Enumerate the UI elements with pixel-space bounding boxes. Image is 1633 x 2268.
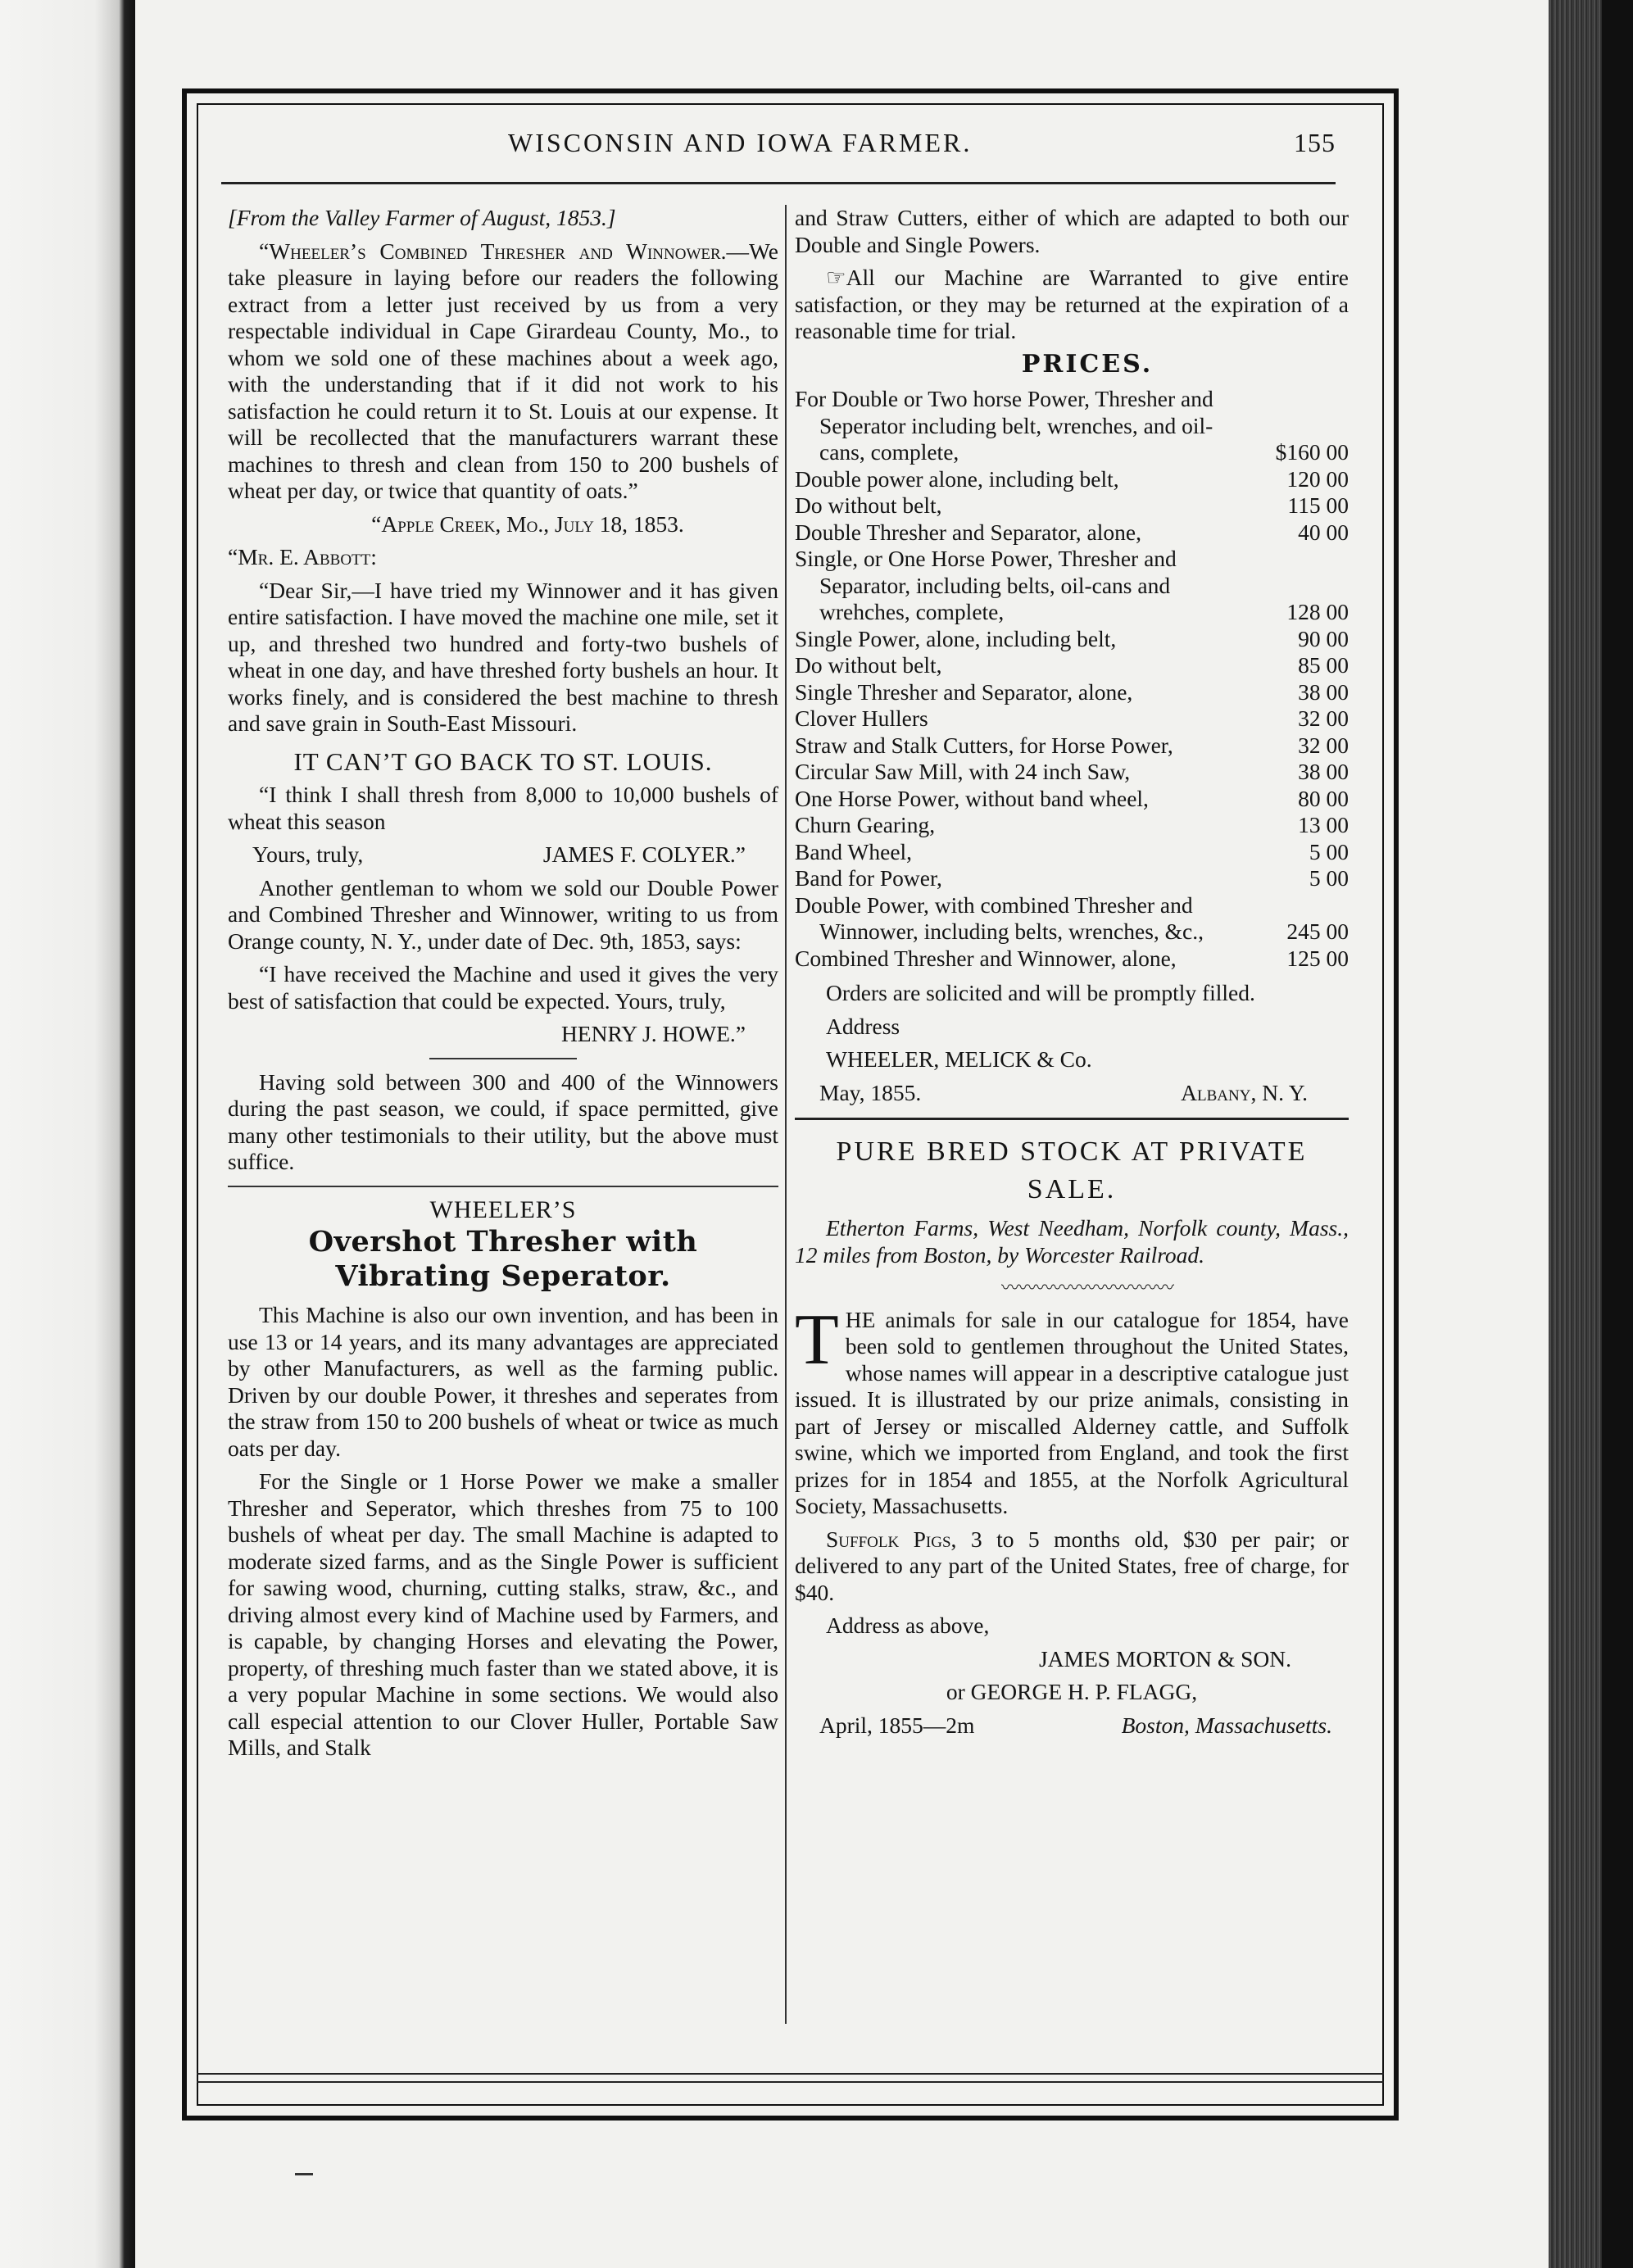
price-row — [795, 733, 1349, 760]
price-item: Straw and Stalk Cutters, for Horse Power, — [795, 732, 1173, 758]
address-above: Address as above, — [826, 1613, 990, 1638]
price-amount: 125 00 — [1286, 945, 1349, 971]
price-amount: 245 00 — [1286, 919, 1349, 944]
salutation: “Mr. E. Abbott: — [228, 544, 377, 569]
price-item: Do without belt, — [795, 652, 942, 678]
price-amount: 40 00 — [1298, 519, 1349, 545]
price-amount: 5 00 — [1309, 865, 1349, 891]
price-item: One Horse Power, without band wheel, — [795, 785, 1149, 811]
price-item: Clover Hullers — [795, 705, 928, 731]
intro-caps: “Wheeler’s Combined Thresher and Winnower. — [259, 238, 727, 264]
pigs-text: 3 to 5 months old, $30 per pair; or delivered to any part of the United States, free of charge, for $40. — [795, 1526, 1349, 1605]
wavy-ornament: 〰〰〰〰〰〰〰〰〰〰 — [1000, 1277, 1173, 1298]
price-amount: 13 00 — [1298, 812, 1349, 837]
price-item: Single Power, alone, including belt, — [795, 625, 1117, 651]
journal-title: WISCONSIN AND IOWA FARMER. — [508, 128, 973, 157]
price-row — [795, 679, 1349, 706]
column-divider — [785, 205, 787, 2024]
section-rule-2 — [228, 1186, 778, 1187]
price-item: Combined Thresher and Winnower, alone, — [795, 945, 1177, 971]
overshot-heading: Overshot Thresher with Vibrating Seperator. — [308, 1225, 698, 1293]
colyer-yours: Yours, truly, — [252, 841, 364, 867]
price-item: Double power alone, including belt, — [795, 465, 1119, 492]
flagg-name: or GEORGE H. P. FLAGG, — [946, 1679, 1198, 1704]
howe-name: HENRY J. HOWE.” — [560, 1021, 746, 1046]
orders: Orders are solicited and will be promptly filled. — [826, 980, 1255, 1005]
price-item: Double Power, with combined Thresher and Winnower, including belts, wrenches, &c., — [795, 891, 1204, 944]
stray-mark — [295, 2173, 313, 2175]
header-rule — [221, 182, 1336, 184]
price-item: Band Wheel, — [795, 838, 913, 864]
cant-go-back-heading: IT CAN’T GO BACK TO ST. LOUIS. — [293, 746, 713, 776]
price-amount: 80 00 — [1298, 785, 1349, 811]
bottom-rule-2 — [197, 2081, 1384, 2083]
price-item: For Double or Two horse Power, Thresher and Seperator including belt, wrenches, and oil-cans, complete, — [795, 386, 1213, 465]
ad-city: Boston, Massachusetts. — [1121, 1712, 1332, 1738]
price-row — [795, 466, 1349, 493]
thresh-quote: “I think I shall thresh from 8,000 to 10,000 bushels of wheat this season — [228, 782, 778, 834]
warranted-text: All our Machine are Warranted to give entire satisfaction, or they may be returned at the expiration of a reasonable time for trial. — [795, 265, 1349, 343]
right-column — [795, 205, 1349, 1745]
intro-text: —We take pleasure in laying before our readers the following extract from a letter just received by us from a very respectable individual in Cape Girardeau County, Mo., to whom we sold one of these machines about a week ago, with the understanding that if it did not work to his satisfaction he could return it to St. Louis at our expense. It will be recollected that the manufacturers warrant these machines to thresh and clean from 150 to 200 bushels of wheat per day, or twice that quantity of oats.” — [228, 238, 778, 503]
price-item: Circular Saw Mill, with 24 inch Saw, — [795, 759, 1131, 784]
price-row — [795, 865, 1349, 892]
price-amount: 5 00 — [1309, 838, 1349, 864]
price-row — [795, 626, 1349, 653]
price-amount: 85 00 — [1298, 652, 1349, 678]
price-row — [795, 705, 1349, 733]
colyer-name: JAMES F. COLYER.” — [542, 841, 746, 867]
price-row — [795, 786, 1349, 813]
price-row — [795, 759, 1349, 786]
price-row — [795, 892, 1349, 946]
price-row — [795, 492, 1349, 519]
price-row — [795, 546, 1349, 626]
machine-paragraph: This Machine is also our own invention, and has been in use 13 or 14 years, and its many advantages are appreciated by other Manufacturers, as well as the farming public. Driven by our double Power, it threshes and seperates from the straw from 150 to 200 bushels of wheat or twice as much oats per day. — [228, 1302, 778, 1461]
address-label: Address — [826, 1013, 900, 1039]
section-rule — [429, 1058, 577, 1059]
bottom-rule-1 — [197, 2073, 1384, 2075]
price-amount: 128 00 — [1286, 599, 1349, 624]
price-amount: 90 00 — [1298, 625, 1349, 651]
price-row — [795, 386, 1349, 466]
another-gentleman: Another gentleman to whom we sold our Double Power and Combined Thresher and Winnower, writing to us from Orange county, N. Y., under date of Dec. 9th, 1853, says: — [228, 874, 778, 954]
wheelers-caps: WHEELER’S — [429, 1195, 577, 1223]
having-sold: Having sold between 300 and 400 of the Winnowers during the past season, we could, if space permitted, give many other testimonials to their utility, but the above must suffice. — [228, 1068, 778, 1174]
ad-dateline — [795, 1712, 1349, 1740]
price-item: Double Thresher and Separator, alone, — [795, 519, 1141, 545]
price-item: Do without belt, — [795, 492, 942, 518]
drop-cap: T — [795, 1300, 839, 1380]
price-row — [795, 839, 1349, 866]
source-line: [From the Valley Farmer of August, 1853.] — [228, 205, 616, 230]
price-amount: 120 00 — [1286, 465, 1349, 492]
price-item: Churn Gearing, — [795, 812, 936, 837]
price-amount: 32 00 — [1298, 732, 1349, 758]
prices-heading: PRICES. — [1021, 349, 1154, 379]
pigs-paragraph — [795, 1526, 1349, 1607]
colyer-signature — [228, 841, 778, 869]
price-item: Single Thresher and Separator, alone, — [795, 678, 1133, 705]
warranted-paragraph — [795, 265, 1349, 345]
ad-separator — [795, 1118, 1349, 1120]
price-row — [795, 946, 1349, 973]
price-amount: 38 00 — [1298, 678, 1349, 705]
date-left: May, 1855. — [819, 1079, 922, 1105]
firm-dateline — [795, 1080, 1349, 1107]
ad-body-text: HE animals for sale in our catalogue for 1854, have been sold to gentlemen throughout the United States, whose names will appear in a descriptive catalogue just issued. It is illustrated by our prize animals, consisting in part of Jersey or miscalled Alderney cattle, and Suffolk swine, which we imported from England, and took the first prizes for in 1854 and 1855, at the Norfolk Agricultural Society, Massachusetts. — [795, 1306, 1349, 1518]
price-amount: $160 00 — [1275, 439, 1349, 465]
price-amount: 32 00 — [1298, 705, 1349, 731]
ad-title: PURE BRED STOCK AT PRIVATE SALE. — [836, 1136, 1308, 1204]
letter-body: “Dear Sir,—I have tried my Winnower and it has given entire satisfaction. I have moved the machine one mile, set it up, and threshed two hundred and forty-two bushels of wheat in one day, and have threshed forty bushels an hour. It works finely, and is considered the best machine to thresh and save grain in South-East Missouri. — [228, 577, 778, 736]
continuation: and Straw Cutters, either of which are adapted to both our Double and Single Powers. — [795, 205, 1349, 257]
howe-quote: “I have received the Machine and used it gives the very best of satisfaction that could be expected. Yours, truly, — [228, 961, 778, 1014]
price-list — [795, 386, 1349, 972]
pointing-hand-icon: ☞ — [826, 265, 846, 290]
price-amount: 38 00 — [1298, 759, 1349, 784]
book-cover-edge — [1602, 0, 1633, 2268]
price-row — [795, 519, 1349, 547]
price-row — [795, 812, 1349, 839]
price-item: Band for Power, — [795, 865, 942, 891]
book-gutter-left — [0, 0, 135, 2268]
morton-name: JAMES MORTON & SON. — [1038, 1645, 1291, 1672]
city-right: Albany, N. Y. — [1181, 1079, 1308, 1105]
ad-location: Etherton Farms, West Needham, Norfolk county, Mass., 12 miles from Boston, by Worcester Railroad. — [795, 1215, 1349, 1268]
page-number: 155 — [1294, 128, 1336, 157]
firm-name: WHEELER, MELICK & Co. — [826, 1046, 1092, 1072]
running-head — [213, 123, 1368, 172]
pigs-caps: Suffolk Pigs, — [826, 1526, 957, 1552]
ad-body — [795, 1300, 1349, 1520]
price-item: Single, or One Horse Power, Thresher and Separator, including belts, oil-cans and wrehches, complete, — [795, 546, 1177, 624]
price-amount: 115 00 — [1287, 492, 1349, 518]
dateline: “Apple Creek, Mo., July 18, 1853. — [371, 510, 684, 537]
price-row — [795, 652, 1349, 679]
intro-paragraph — [228, 238, 778, 505]
single-paragraph: For the Single or 1 Horse Power we make a smaller Thresher and Seperator, which threshes from 75 to 100 bushels of wheat per day. The small Machine is adapted to moderate sized farms, and as the Single Power is sufficient for sawing wood, churning, cutting stalks, straw, &c., and driving almost every kind of Machine used by Farmers, and is capable, by changing Horses and elevating the Power, property, of threshing much faster than we stated above, it is a very popular Machine in some sections. We would also call especial attention to our Clover Huller, Portable Saw Mills, and Stalk — [228, 1468, 778, 1760]
left-column — [228, 205, 778, 1768]
ad-date: April, 1855—2m — [819, 1712, 975, 1738]
